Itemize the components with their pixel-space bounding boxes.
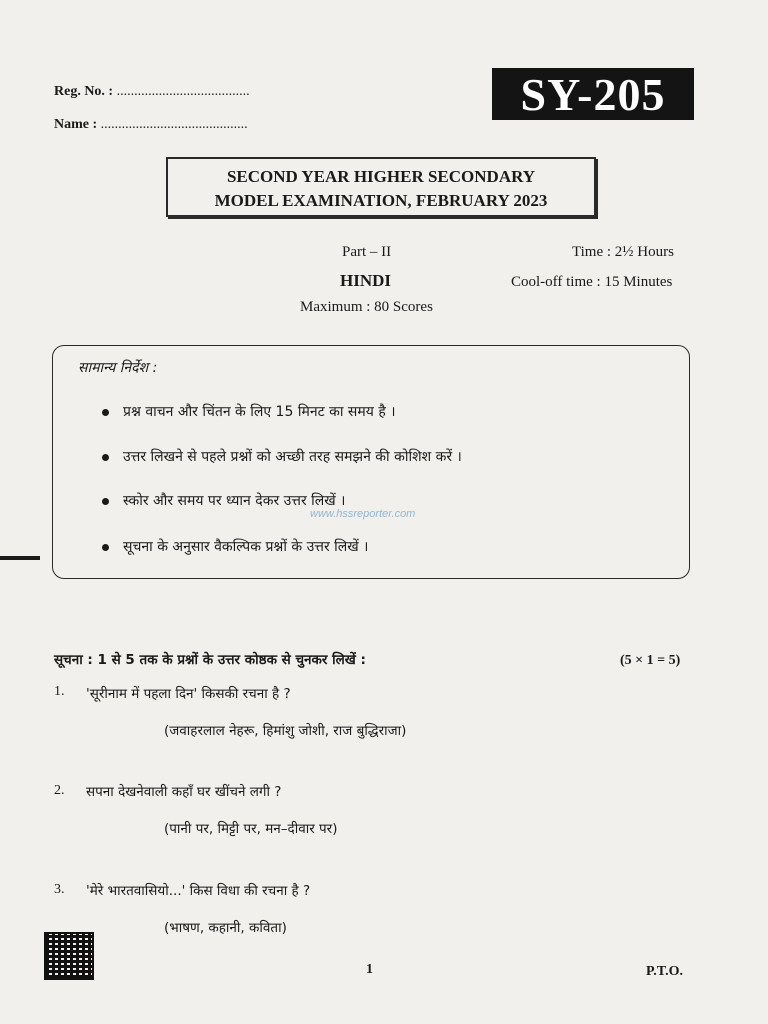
bullet-icon: [102, 454, 109, 461]
question-options: (जवाहरलाल नेहरू, हिमांशु जोशी, राज बुद्धिराजा): [164, 723, 407, 739]
exam-title-box: [166, 157, 596, 217]
paper-code: SY-205: [492, 68, 694, 120]
qr-code-icon: [46, 934, 92, 978]
question-text: 'सूरीनाम में पहला दिन' किसकी रचना है ?: [86, 686, 291, 702]
name-dots: ..........................................: [100, 117, 248, 132]
section-note: सूचना : 1 से 5 तक के प्रश्नों के उत्तर कोष्ठक से चुनकर लिखें :: [54, 652, 366, 668]
instruction-item: उत्तर लिखने से पहले प्रश्नों को अच्छी तरह समझने की कोशिश करें ।: [102, 447, 462, 466]
question-text: 'मेरे भारतवासियो...' किस विधा की रचना है ?: [86, 883, 311, 899]
instruction-item: प्रश्न वाचन और चिंतन के लिए 15 मिनट का समय है ।: [102, 402, 396, 421]
exam-title-line1: SECOND YEAR HIGHER SECONDARY: [226, 167, 536, 186]
maximum-score: Maximum : 80 Scores: [300, 299, 433, 315]
instructions-title: सामान्य निर्देश :: [78, 360, 158, 376]
instruction-item: स्कोर और समय पर ध्यान देकर उत्तर लिखें ।: [102, 491, 345, 510]
question-text: सपना देखनेवाली कहाँ घर खींचने लगी ?: [86, 784, 282, 800]
bullet-icon: [102, 498, 109, 505]
reg-no-label: Reg. No. :: [54, 84, 114, 99]
scan-edge-mark: [0, 556, 40, 560]
question-options: (पानी पर, मिट्टी पर, मन–दीवार पर): [164, 821, 338, 837]
instruction-item: सूचना के अनुसार वैकल्पिक प्रश्नों के उत्तर लिखें ।: [102, 537, 368, 556]
name-field: [54, 117, 248, 133]
reg-no-field: [54, 84, 250, 100]
name-label: Name :: [54, 117, 98, 132]
bullet-icon: [102, 544, 109, 551]
question-number: 1.: [54, 684, 65, 699]
question-options: (भाषण, कहानी, कविता): [164, 920, 287, 936]
part-label: Part – II: [342, 244, 392, 260]
exam-title-line2: MODEL EXAMINATION, FEBRUARY 2023: [214, 191, 548, 210]
cool-off-time: Cool-off time : 15 Minutes: [511, 274, 673, 290]
reg-no-dots: ......................................: [116, 84, 250, 99]
pto-label: P.T.O.: [646, 964, 683, 979]
subject-title: HINDI: [340, 271, 392, 290]
bullet-icon: [102, 409, 109, 416]
page-number: 1: [366, 962, 373, 977]
time-label: Time : 2½ Hours: [572, 244, 674, 260]
section-marks: (5 × 1 = 5): [620, 653, 681, 668]
watermark: www.hssreporter.com: [310, 508, 416, 520]
question-number: 2.: [54, 783, 65, 798]
question-number: 3.: [54, 882, 65, 897]
